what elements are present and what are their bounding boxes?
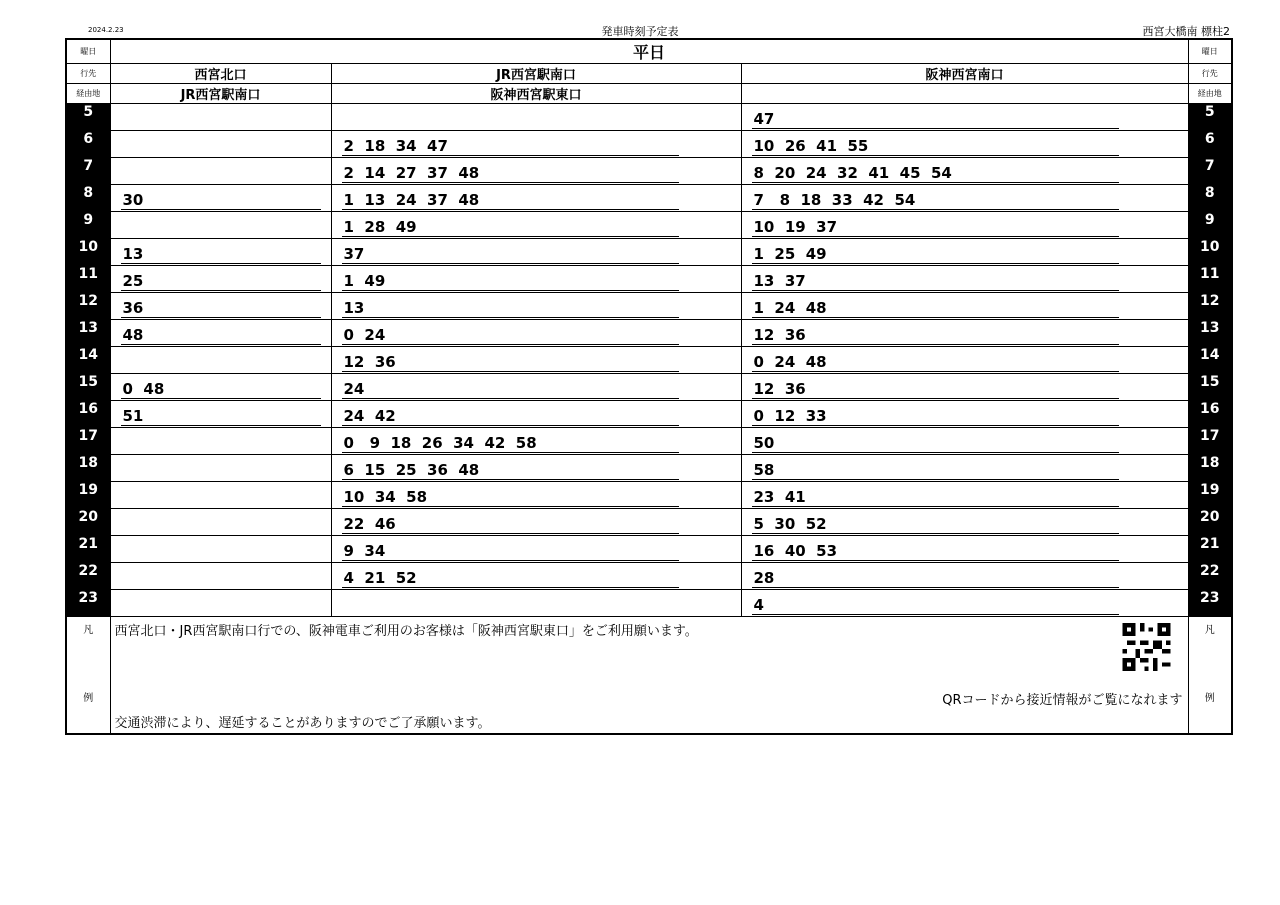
hour-label-left: 6 xyxy=(66,131,110,158)
destination-label-left: 行先 xyxy=(66,64,110,84)
departure-minutes: 1 13 24 37 48 xyxy=(342,192,679,210)
hour-row xyxy=(66,536,1232,563)
departure-minutes: 4 xyxy=(752,597,1120,615)
departure-cell xyxy=(331,509,741,536)
departure-cell xyxy=(331,482,741,509)
departure-cell xyxy=(110,509,331,536)
departure-minutes: 0 24 xyxy=(342,327,679,345)
departure-cell xyxy=(110,293,331,320)
hour-row xyxy=(66,509,1232,536)
hour-row xyxy=(66,212,1232,239)
destination-label-right: 行先 xyxy=(1188,64,1232,84)
hour-row xyxy=(66,347,1232,374)
hour-row xyxy=(66,239,1232,266)
departure-cell xyxy=(741,239,1188,266)
departure-minutes: 0 12 33 xyxy=(752,408,1120,426)
hour-label-right: 20 xyxy=(1188,509,1232,536)
hour-label-right: 21 xyxy=(1188,536,1232,563)
legend-row xyxy=(66,617,1232,735)
hour-label-right: 19 xyxy=(1188,482,1232,509)
legend-bottom-left: 例 xyxy=(83,693,94,704)
departure-cell xyxy=(110,104,331,131)
departure-minutes: 10 19 37 xyxy=(752,219,1120,237)
departure-minutes: 24 42 xyxy=(342,408,679,426)
hour-row xyxy=(66,590,1232,617)
departure-cell xyxy=(741,185,1188,212)
departure-minutes: 51 xyxy=(121,408,321,426)
departure-minutes: 1 49 xyxy=(342,273,679,291)
hour-row xyxy=(66,293,1232,320)
departure-minutes: 10 26 41 55 xyxy=(752,138,1120,156)
departure-cell xyxy=(741,266,1188,293)
departure-minutes: 1 24 48 xyxy=(752,300,1120,318)
departure-minutes: 36 xyxy=(121,300,321,318)
departure-cell xyxy=(741,563,1188,590)
departure-minutes: 1 28 49 xyxy=(342,219,679,237)
departure-cell xyxy=(110,590,331,617)
hour-label-left: 22 xyxy=(66,563,110,590)
destination-2: JR西宮駅南口 xyxy=(331,64,741,84)
departure-cell xyxy=(110,428,331,455)
departure-cell xyxy=(331,239,741,266)
hour-row xyxy=(66,401,1232,428)
departure-cell xyxy=(741,374,1188,401)
hour-label-left: 18 xyxy=(66,455,110,482)
hour-row xyxy=(66,104,1232,131)
departure-cell xyxy=(331,536,741,563)
departure-minutes: 13 37 xyxy=(752,273,1120,291)
hour-label-left: 5 xyxy=(66,104,110,131)
page-title: 発車時刻予定表 xyxy=(601,25,679,38)
departure-cell xyxy=(110,239,331,266)
departure-cell xyxy=(110,185,331,212)
departure-minutes: 5 30 52 xyxy=(752,516,1120,534)
departure-cell xyxy=(741,482,1188,509)
departure-cell xyxy=(741,428,1188,455)
departure-cell xyxy=(741,347,1188,374)
departure-minutes: 8 20 24 32 41 45 54 xyxy=(752,165,1120,183)
day-row xyxy=(66,39,1232,64)
hour-label-left: 12 xyxy=(66,293,110,320)
departure-cell xyxy=(110,347,331,374)
hour-label-left: 17 xyxy=(66,428,110,455)
departure-minutes: 48 xyxy=(121,327,321,345)
hour-label-right: 11 xyxy=(1188,266,1232,293)
departure-minutes: 2 14 27 37 48 xyxy=(342,165,679,183)
departure-minutes: 30 xyxy=(121,192,321,210)
departure-cell xyxy=(741,293,1188,320)
departure-minutes: 4 21 52 xyxy=(342,570,679,588)
departure-cell xyxy=(741,590,1188,617)
departure-minutes: 0 9 18 26 34 42 58 xyxy=(342,435,679,453)
hour-label-left: 23 xyxy=(66,590,110,617)
departure-minutes: 7 8 18 33 42 54 xyxy=(752,192,1120,210)
departure-cell xyxy=(110,482,331,509)
timetable xyxy=(65,38,1233,735)
hour-label-left: 15 xyxy=(66,374,110,401)
departure-cell xyxy=(110,212,331,239)
hour-label-right: 14 xyxy=(1188,347,1232,374)
hour-label-right: 16 xyxy=(1188,401,1232,428)
departure-minutes: 24 xyxy=(342,381,679,399)
departure-cell xyxy=(331,347,741,374)
legend-top-right: 凡 xyxy=(1204,625,1215,636)
departure-minutes: 13 xyxy=(342,300,679,318)
hour-label-left: 9 xyxy=(66,212,110,239)
legend-bottom-right: 例 xyxy=(1204,693,1215,704)
destination-row xyxy=(66,64,1232,84)
departure-cell xyxy=(741,131,1188,158)
qr-code[interactable] xyxy=(1119,623,1174,671)
qr-caption: QRコードから接近情報がご覧になれます xyxy=(942,693,1183,708)
hour-label-right: 23 xyxy=(1188,590,1232,617)
hour-label-left: 19 xyxy=(66,482,110,509)
departure-cell xyxy=(110,131,331,158)
via-2: 阪神西宮駅東口 xyxy=(331,84,741,104)
hour-label-left: 8 xyxy=(66,185,110,212)
departure-minutes: 2 18 34 47 xyxy=(342,138,679,156)
departure-cell xyxy=(110,536,331,563)
hour-label-left: 10 xyxy=(66,239,110,266)
departure-cell xyxy=(741,158,1188,185)
hour-label-left: 7 xyxy=(66,158,110,185)
departure-minutes: 9 34 xyxy=(342,543,679,561)
hour-row xyxy=(66,158,1232,185)
departure-cell xyxy=(331,428,741,455)
departure-minutes: 47 xyxy=(752,111,1120,129)
hour-label-right: 17 xyxy=(1188,428,1232,455)
via-label-right: 経由地 xyxy=(1188,84,1232,104)
departure-minutes: 28 xyxy=(752,570,1120,588)
departure-cell xyxy=(741,509,1188,536)
departure-cell xyxy=(110,158,331,185)
notes-area xyxy=(110,617,1188,735)
hour-label-right: 18 xyxy=(1188,455,1232,482)
departure-minutes: 25 xyxy=(121,273,321,291)
departure-cell xyxy=(741,212,1188,239)
hour-label-right: 12 xyxy=(1188,293,1232,320)
departure-minutes: 12 36 xyxy=(342,354,679,372)
hour-label-left: 13 xyxy=(66,320,110,347)
departure-cell xyxy=(331,266,741,293)
departure-cell xyxy=(741,104,1188,131)
departure-cell xyxy=(110,320,331,347)
departure-cell xyxy=(110,455,331,482)
departure-minutes: 12 36 xyxy=(752,381,1120,399)
departure-cell xyxy=(331,374,741,401)
departure-minutes: 50 xyxy=(752,435,1120,453)
departure-minutes: 23 41 xyxy=(752,489,1120,507)
note-transfer: 西宮北口・JR西宮駅南口行での、阪神電車ご利用のお客様は「阪神西宮駅東口」をご利用願います。 xyxy=(114,624,698,639)
departure-cell xyxy=(741,401,1188,428)
hour-row xyxy=(66,563,1232,590)
departure-minutes: 22 46 xyxy=(342,516,679,534)
legend-top-left: 凡 xyxy=(83,625,94,636)
hour-row xyxy=(66,131,1232,158)
departure-cell xyxy=(331,158,741,185)
hour-label-right: 15 xyxy=(1188,374,1232,401)
departure-cell xyxy=(331,320,741,347)
via-3 xyxy=(741,84,1188,104)
via-label-left: 経由地 xyxy=(66,84,110,104)
departure-minutes: 13 xyxy=(121,246,321,264)
departure-cell xyxy=(331,563,741,590)
departure-minutes: 16 40 53 xyxy=(752,543,1120,561)
day-type-label-right: 曜日 xyxy=(1188,39,1232,64)
departure-cell xyxy=(331,590,741,617)
hour-row xyxy=(66,185,1232,212)
hour-label-left: 20 xyxy=(66,509,110,536)
departure-cell xyxy=(110,374,331,401)
departure-cell xyxy=(741,320,1188,347)
departure-cell xyxy=(741,455,1188,482)
departure-minutes: 37 xyxy=(342,246,679,264)
departure-minutes: 12 36 xyxy=(752,327,1120,345)
departure-cell xyxy=(110,401,331,428)
hour-label-left: 16 xyxy=(66,401,110,428)
note-delay: 交通渋滞により、遅延することがありますのでご了承願います。 xyxy=(114,716,491,731)
stop-name: 西宮大橋南 標柱2 xyxy=(1142,25,1230,38)
day-type-label-left: 曜日 xyxy=(66,39,110,64)
hour-row xyxy=(66,482,1232,509)
hour-label-right: 5 xyxy=(1188,104,1232,131)
destination-3: 阪神西宮南口 xyxy=(741,64,1188,84)
hour-row xyxy=(66,374,1232,401)
departure-cell xyxy=(741,536,1188,563)
hour-label-right: 10 xyxy=(1188,239,1232,266)
departure-cell xyxy=(331,104,741,131)
hour-label-right: 7 xyxy=(1188,158,1232,185)
departure-cell xyxy=(331,185,741,212)
hour-row xyxy=(66,428,1232,455)
hour-row xyxy=(66,320,1232,347)
departure-cell xyxy=(110,266,331,293)
legend-label-right xyxy=(1188,617,1232,735)
hour-label-left: 14 xyxy=(66,347,110,374)
departure-cell xyxy=(110,563,331,590)
departure-minutes: 0 24 48 xyxy=(752,354,1120,372)
destination-1: 西宮北口 xyxy=(110,64,331,84)
via-1: JR西宮駅南口 xyxy=(110,84,331,104)
departure-cell xyxy=(331,212,741,239)
departure-cell xyxy=(331,455,741,482)
departure-cell xyxy=(331,401,741,428)
hour-label-right: 6 xyxy=(1188,131,1232,158)
via-row xyxy=(66,84,1232,104)
hour-label-right: 13 xyxy=(1188,320,1232,347)
hour-row xyxy=(66,455,1232,482)
hour-label-right: 22 xyxy=(1188,563,1232,590)
print-date: 2024.2.23 xyxy=(88,26,124,34)
hour-label-right: 8 xyxy=(1188,185,1232,212)
hour-label-left: 11 xyxy=(66,266,110,293)
departure-minutes: 0 48 xyxy=(121,381,321,399)
departure-minutes: 1 25 49 xyxy=(752,246,1120,264)
departure-cell xyxy=(331,131,741,158)
hour-row xyxy=(66,266,1232,293)
departure-minutes: 10 34 58 xyxy=(342,489,679,507)
departure-minutes: 6 15 25 36 48 xyxy=(342,462,679,480)
departure-minutes: 58 xyxy=(752,462,1120,480)
hour-label-left: 21 xyxy=(66,536,110,563)
legend-label-left xyxy=(66,617,110,735)
departure-cell xyxy=(331,293,741,320)
hour-label-right: 9 xyxy=(1188,212,1232,239)
day-type: 平日 xyxy=(110,39,1188,64)
